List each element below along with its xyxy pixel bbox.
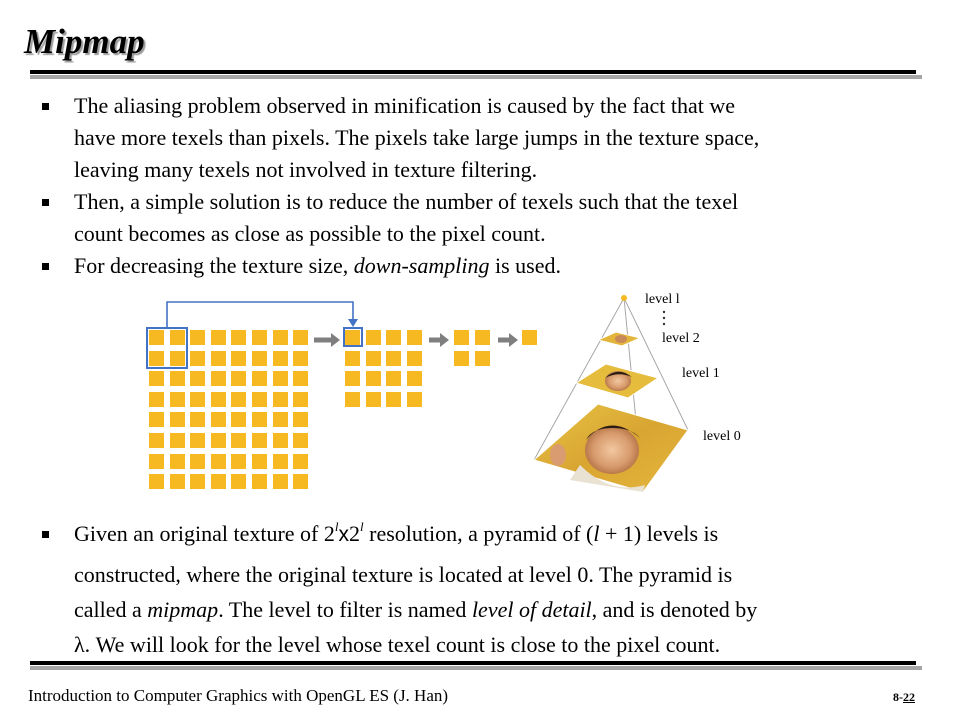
- pyramid-level-0-image: [534, 404, 688, 492]
- b4-p2: 2: [349, 521, 360, 546]
- texel-square: [231, 454, 246, 469]
- pyramid-level-1-image: [576, 364, 658, 398]
- b4-p1: Given an original texture of 2: [74, 521, 335, 546]
- title-rule: [30, 70, 916, 74]
- footer-rule: [30, 661, 916, 665]
- bullet-4: [40, 518, 920, 662]
- texel-square: [190, 351, 205, 366]
- pyramid-level-l-dot: [621, 295, 627, 301]
- bullet-1-line-3: leaving many texels not involved in texture filtering.: [74, 157, 538, 182]
- texel-square: [386, 351, 401, 366]
- downsample-arrow: [498, 333, 518, 347]
- footer-page-number: [893, 690, 915, 705]
- texel-square: [170, 454, 185, 469]
- b4-l3i2: level of detail: [471, 597, 592, 622]
- label-level-l: level l: [645, 292, 680, 307]
- texel-square: [190, 433, 205, 448]
- downsample-arrow: [314, 333, 340, 347]
- texel-square: [293, 412, 308, 427]
- texel-square: [273, 371, 288, 386]
- bullet-square-icon: [42, 531, 49, 538]
- texel-square: [293, 371, 308, 386]
- b4-p3: resolution, a pyramid of (: [363, 521, 594, 546]
- texel-square: [366, 392, 381, 407]
- texel-square: [231, 371, 246, 386]
- texel-square: [407, 392, 422, 407]
- texel-square: [386, 392, 401, 407]
- b4-l3b: . The level to filter is named: [218, 597, 472, 622]
- texel-square: [149, 412, 164, 427]
- bullet-4-line-4: λ. We will look for the level whose texel count is close to the pixel count.: [74, 632, 721, 657]
- bullet-4-line-2: constructed, where the original texture is located at level 0. The pyramid is: [74, 562, 733, 587]
- bullet-1: [40, 90, 920, 186]
- texel-square: [252, 433, 267, 448]
- texel-square: [345, 351, 360, 366]
- texel-square: [190, 392, 205, 407]
- texel-square: [190, 474, 205, 489]
- texel-square: [366, 351, 381, 366]
- mipmap-figure: [140, 290, 780, 500]
- texel-square: [273, 474, 288, 489]
- texel-square: [454, 351, 469, 366]
- texel-square: [211, 351, 226, 366]
- texel-square: [149, 392, 164, 407]
- texel-square: [211, 412, 226, 427]
- bullet-3-italic: down-sampling: [353, 253, 490, 278]
- texel-square: [231, 392, 246, 407]
- bullet-2: [40, 186, 920, 250]
- ellipsis-dots: [663, 311, 665, 325]
- texel-square: [149, 474, 164, 489]
- texel-square: [293, 351, 308, 366]
- downsample-arrow: [429, 333, 449, 347]
- texel-square: [190, 454, 205, 469]
- texel-square: [273, 392, 288, 407]
- texel-square: [211, 454, 226, 469]
- texel-square: [211, 474, 226, 489]
- page-number: 22: [903, 690, 915, 704]
- bullet-3: [40, 250, 920, 282]
- texel-square: [231, 412, 246, 427]
- texel-square: [211, 433, 226, 448]
- b4-x: x: [338, 523, 349, 546]
- texel-square: [231, 474, 246, 489]
- title-rule-shadow: [30, 75, 922, 79]
- texel-square: [386, 371, 401, 386]
- texel-square: [252, 454, 267, 469]
- texel-square: [211, 371, 226, 386]
- texel-square: [293, 433, 308, 448]
- bullet-square-icon: [42, 103, 49, 110]
- slide-title: Mipmap: [24, 22, 145, 61]
- footer-course-title: Introduction to Computer Graphics with OpenGL ES (J. Han): [28, 686, 449, 705]
- bullet-4-body: [40, 518, 920, 662]
- blue-mapping-arrow: [140, 290, 560, 350]
- texel-square: [273, 454, 288, 469]
- bullet-2-line-2: count becomes as close as possible to the pixel count.: [74, 221, 546, 246]
- texel-square: [231, 351, 246, 366]
- label-level-0: level 0: [703, 429, 741, 444]
- label-level-2: level 2: [662, 331, 700, 346]
- bullet-list-top: [40, 90, 920, 282]
- bullet-square-icon: [42, 199, 49, 206]
- texel-square: [345, 392, 360, 407]
- bullet-square-icon: [42, 263, 49, 270]
- texel-square: [190, 371, 205, 386]
- texel-square: [293, 454, 308, 469]
- b4-l3: l: [593, 521, 600, 546]
- texel-square: [252, 371, 267, 386]
- texel-square: [252, 392, 267, 407]
- bullet-1-line-2: have more texels than pixels. The pixels take large jumps in the texture space,: [74, 125, 760, 150]
- b4-l1: l: [334, 518, 339, 534]
- texel-square: [273, 412, 288, 427]
- texel-square: [149, 433, 164, 448]
- bullet-4-line-3: [74, 592, 920, 627]
- texel-square: [407, 371, 422, 386]
- texel-square: [211, 392, 226, 407]
- texel-square: [345, 371, 360, 386]
- label-level-1: level 1: [682, 366, 720, 381]
- texel-square: [366, 371, 381, 386]
- texel-square: [190, 412, 205, 427]
- texel-square: [170, 474, 185, 489]
- texel-square: [149, 454, 164, 469]
- texel-square: [293, 392, 308, 407]
- texel-square: [170, 412, 185, 427]
- texel-square: [149, 371, 164, 386]
- bullet-4-line-1: [74, 518, 920, 551]
- b4-l3a: called a: [74, 597, 148, 622]
- texel-square: [252, 474, 267, 489]
- bullet-3-text-end: is used.: [489, 253, 561, 278]
- texel-square: [273, 351, 288, 366]
- texel-square: [252, 412, 267, 427]
- bullet-2-line-1: Then, a simple solution is to reduce the number of texels such that the texel: [74, 189, 739, 214]
- bullet-3-text: For decreasing the texture size,: [74, 253, 354, 278]
- texel-square: [293, 474, 308, 489]
- texel-square: [170, 371, 185, 386]
- b4-p4: + 1) levels is: [599, 521, 719, 546]
- b4-l3i: mipmap: [147, 597, 219, 622]
- page-prefix: 8-: [893, 690, 903, 704]
- texel-square: [231, 433, 246, 448]
- footer-rule-shadow: [30, 666, 922, 670]
- texel-square: [475, 351, 490, 366]
- texel-square: [170, 433, 185, 448]
- texel-square: [273, 433, 288, 448]
- b4-l2: l: [360, 518, 364, 534]
- texel-square: [170, 392, 185, 407]
- b4-l3c: , and is denoted by: [591, 597, 758, 622]
- texel-square: [407, 351, 422, 366]
- texel-square: [252, 351, 267, 366]
- bullet-1-line-1: The aliasing problem observed in minification is caused by the fact that we: [74, 93, 736, 118]
